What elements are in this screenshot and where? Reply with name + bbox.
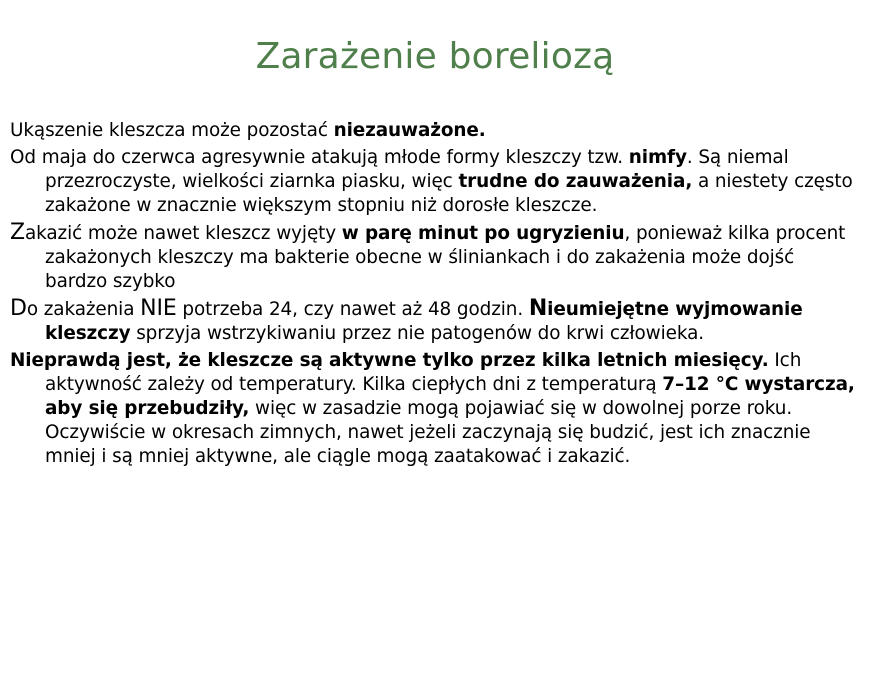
slide-body [10,119,855,472]
text-run: Ukąszenie kleszcza może pozostać [10,120,334,141]
bold-initial: N [528,296,548,321]
bold-run: ieumiejętne wyjmowanie kleszczy [45,299,803,344]
text-run: potrzeba 24, czy nawet aż 48 godzin. [176,299,529,320]
paragraph-4 [10,297,855,346]
paragraph-3 [10,221,855,294]
text-run: , ponieważ kilka procent zakażonych kleszczy ma bakterie obecne w śliniankach i do zakażenia może dojść bardzo szybko [45,223,846,292]
text-run: Ich aktywność zależy od temperatury. Kilka ciepłych dni z temperaturą [45,350,802,395]
text-run: a niestety często zakażone w znacznie większym stopniu niż dorosłe kleszcze. [45,171,853,216]
initial-letter: D [10,296,27,321]
bold-run: nimfy [628,147,687,168]
bold-run: trudne do zauważenia, [458,171,693,192]
text-run: o zakażenia [26,299,141,320]
initial-letter: Z [10,220,25,245]
text-run: akazić może nawet kleszcz wyjęty [24,223,342,244]
text-run: sprzyja wstrzykiwaniu przez nie patogenów do krwi człowieka. [130,323,704,344]
bold-run: 7–12 °C wystarcza, aby się przebudziły, [45,374,855,419]
slide-title: Zarażenie boreliozą [255,36,615,77]
text-run: więc w zasadzie mogą pojawiać się w dowolnej porze roku. Oczywiście w okresach zimnych, nawet jeżeli zaczynają się budzić, jest ich znacznie mniej i są mniej aktywne, ale ciągle mogą zaatakować i zakazić. [45,398,811,467]
bold-run: w parę minut po ugryzieniu [341,223,625,244]
text-run: Od maja do czerwca agresywnie atakują młode formy kleszczy tzw. [10,147,629,168]
paragraph-5 [10,349,855,469]
bold-run: niezauważone. [333,120,486,141]
paragraph-1 [10,119,855,143]
text-run: . Są niemal przezroczyste, wielkości ziarnka piasku, więc [45,147,789,192]
emphasis-nie: NIE [140,296,177,321]
bold-run: Nieprawdą jest, że kleszcze są aktywne tylko przez kilka letnich miesięcy. [10,350,769,371]
paragraph-2 [10,146,855,218]
